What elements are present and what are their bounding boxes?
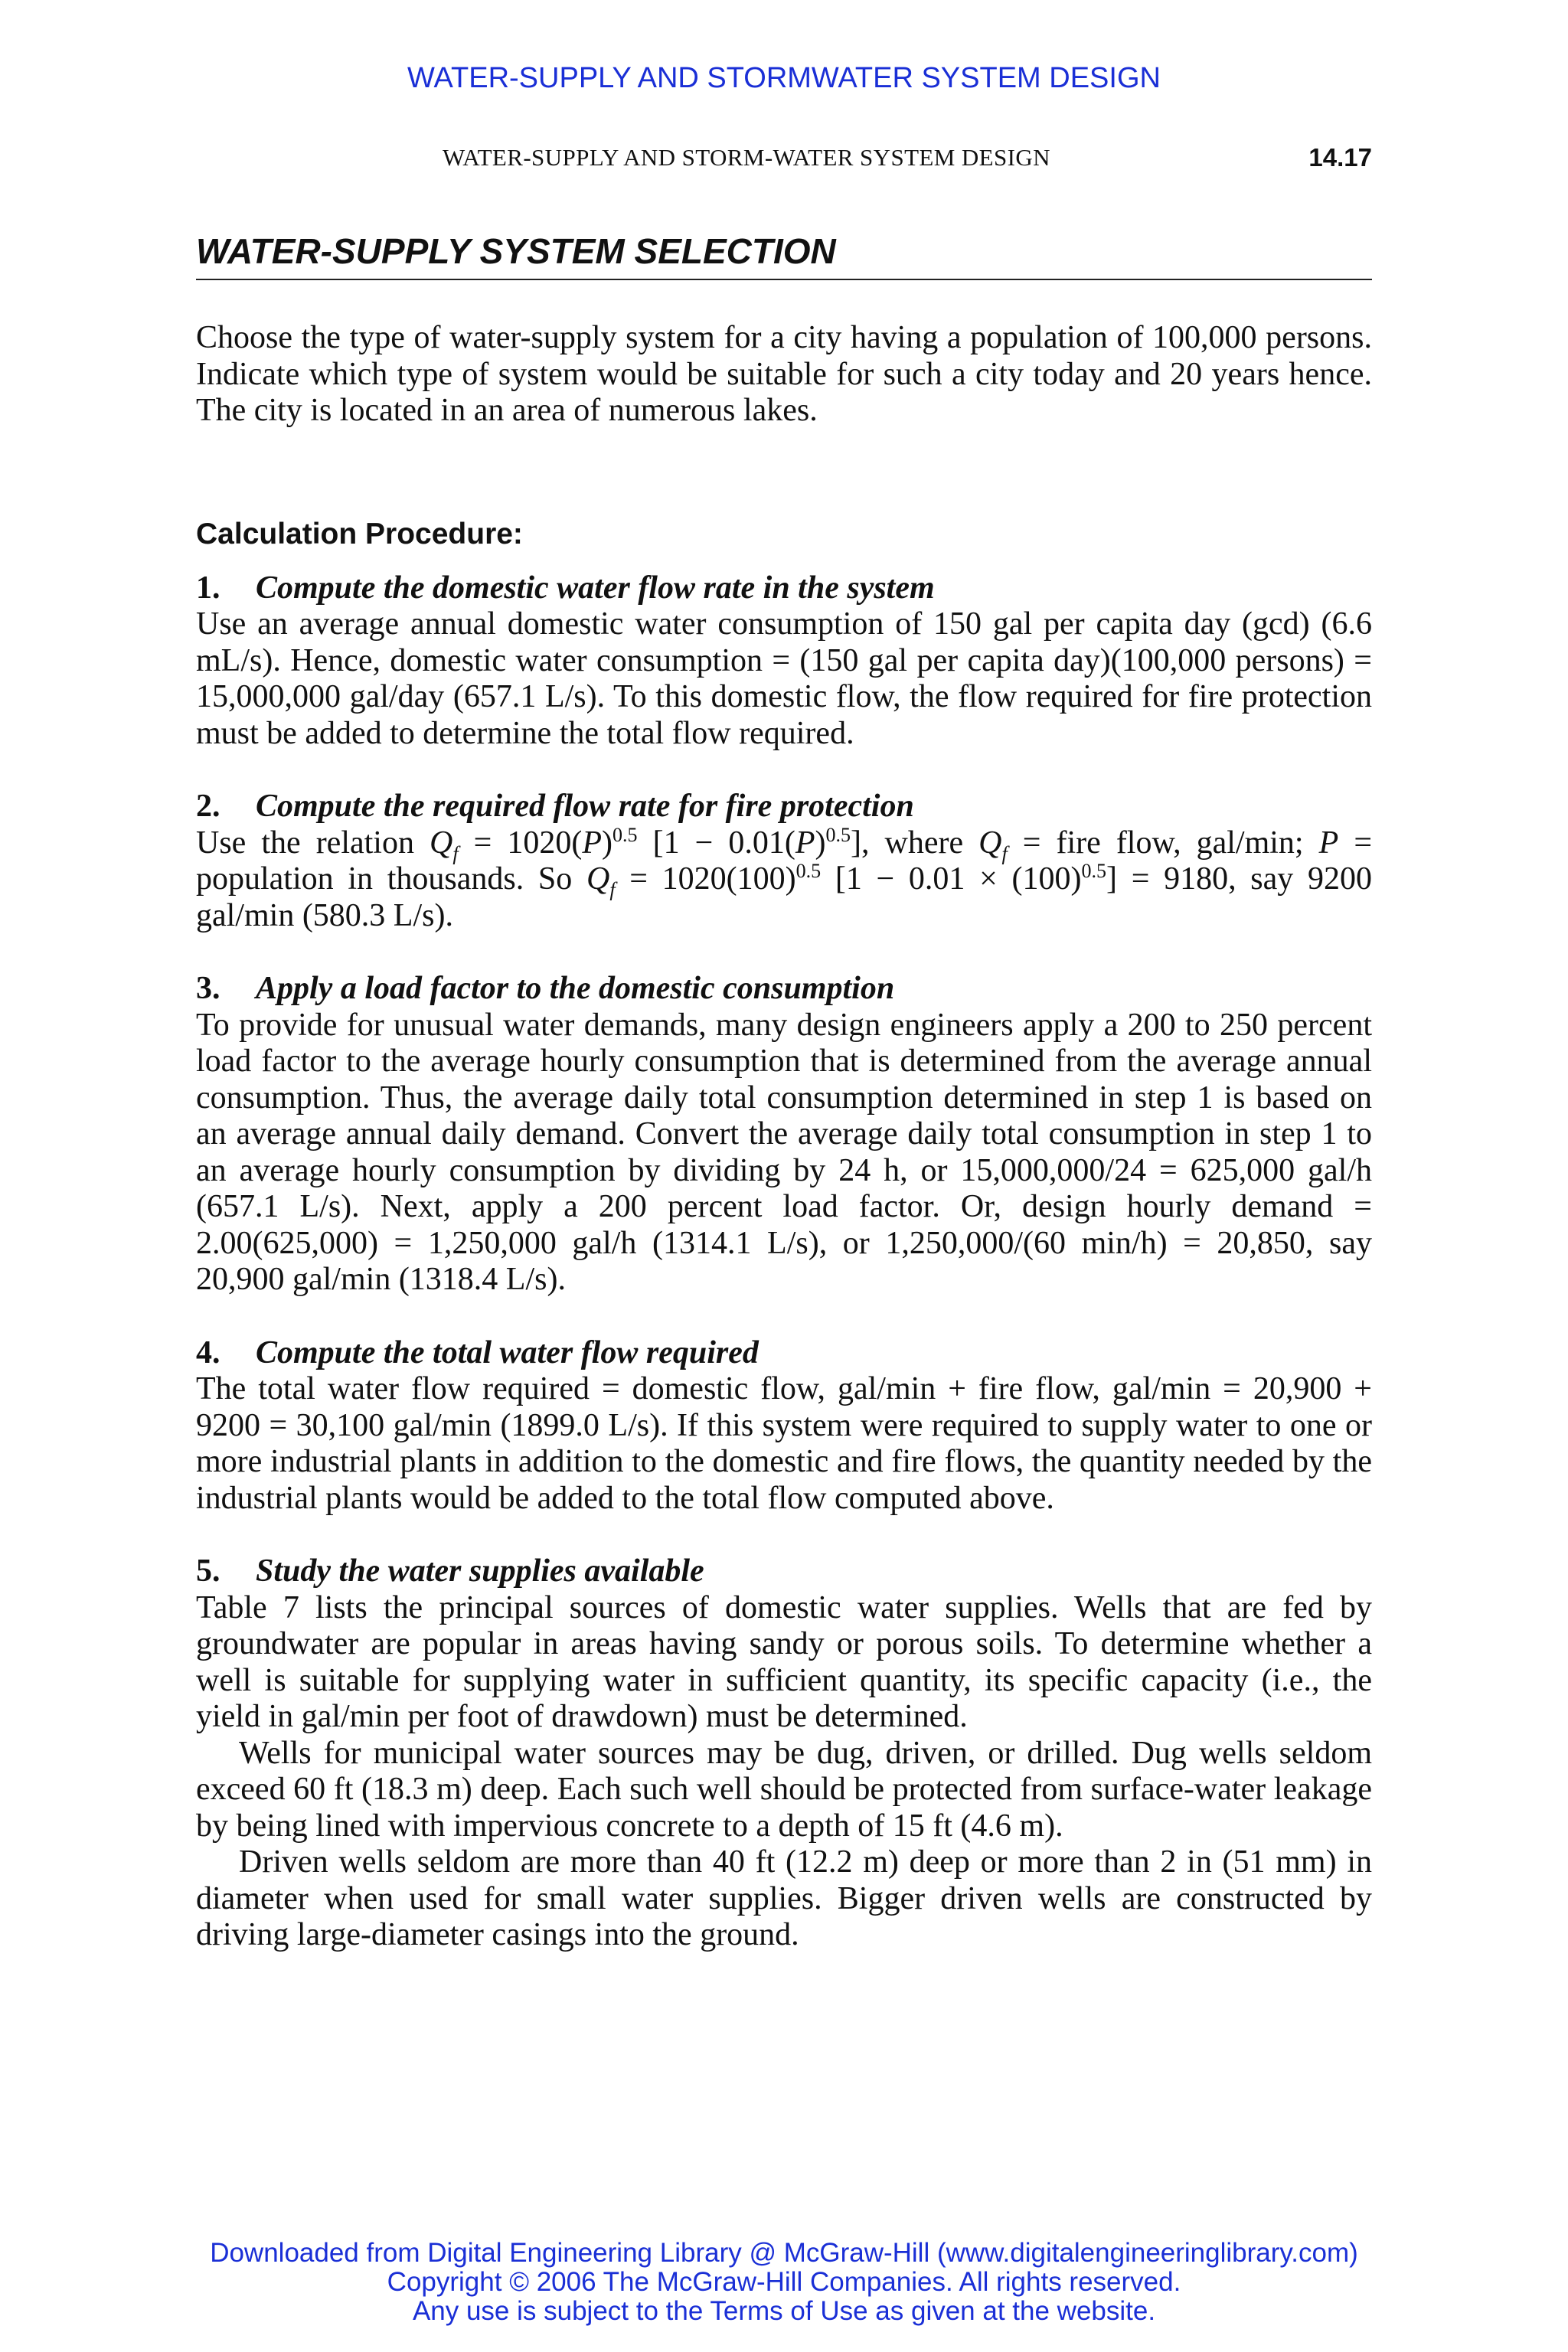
step-number: 5. — [196, 1553, 220, 1589]
step-heading — [196, 789, 1372, 825]
copyright-footer — [0, 2239, 1568, 2326]
procedure-title: Calculation Procedure: — [196, 517, 523, 550]
library-header: WATER-SUPPLY AND STORMWATER SYSTEM DESIGN — [407, 62, 1161, 94]
step-title: Apply a load factor to the domestic consumption — [256, 971, 895, 1006]
step-paragraph: Use an average annual domestic water consumption of 150 gal per capita day (gcd) (6.6 mL/s). Hence, domestic water consumption = (150 gal per capita day)(100,000 persons) = 15,000,000 gal/day (657.1 L/s). To this domestic flow, the flow required for fire protection must be added to determine the total flow required. — [196, 606, 1372, 751]
step-number: 1. — [196, 570, 220, 606]
page-number: 14.17 — [1308, 143, 1372, 172]
step-title: Compute the required flow rate for fire protection — [256, 789, 914, 824]
step-paragraph: The total water flow required = domestic flow, gal/min + fire flow, gal/min = 20,900 + 9200 = 30,100 gal/min (1899.0 L/s). If this system were required to supply water to one or more industrial plants in addition to the domestic and fire flows, the quantity needed by the industrial plants would be added to the total flow computed above. — [196, 1371, 1372, 1516]
footer-terms-line: Any use is subject to the Terms of Use as given at the website. — [412, 2296, 1156, 2326]
step-title: Study the water supplies available — [256, 1553, 704, 1589]
step-4 — [196, 1335, 1372, 1517]
footer-copyright-line: Copyright © 2006 The McGraw-Hill Companies. All rights reserved. — [387, 2267, 1181, 2297]
step-5 — [196, 1553, 1372, 1954]
step-number: 2. — [196, 789, 220, 824]
step-1 — [196, 570, 1372, 753]
step-heading — [196, 1553, 1372, 1590]
step-title: Compute the total water flow required — [256, 1334, 759, 1370]
step-paragraph: Table 7 lists the principal sources of domestic water supplies. Wells that are fed by groundwater are popular in areas having sandy or porous soils. To determine whether a well is suitable for supplying water in sufficient quantity, its specific capacity (i.e., the yield in gal/min per foot of drawdown) must be determined. — [196, 1589, 1372, 1734]
intro-paragraph: Choose the type of water-supply system for a city having a population of 100,000 persons. Indicate which type of system would be suitable for such a city today and 20 years hence. The city is located in an area of numerous lakes. — [196, 320, 1372, 428]
running-title: WATER-SUPPLY AND STORM-WATER SYSTEM DESIGN — [443, 144, 1050, 171]
step-paragraph: To provide for unusual water demands, many design engineers apply a 200 to 250 percent load factor to the average hourly consumption that is determined from the average annual consumption. Thus, the average daily total consumption determined in step 1 is based on an average annual daily demand. Convert the average daily total consumption in step 1 to an average hourly consumption by dividing by 24 h, or 15,000,000/24 = 625,000 gal/h (657.1 L/s). Next, apply a 200 percent load factor. Or, design hourly demand = 2.00(625,000) = 1,250,000 gal/h (1314.1 L/s), or 1,250,000/(60 min/h) = 20,850, say 20,900 gal/min (1318.4 L/s). — [196, 1007, 1372, 1297]
step-heading — [196, 1335, 1372, 1372]
step-3 — [196, 971, 1372, 1298]
footer-download-line: Downloaded from Digital Engineering Library @ McGraw-Hill (www.digitalengineeringlibrary.com) — [210, 2238, 1358, 2268]
step-title: Compute the domestic water flow rate in the system — [256, 570, 935, 606]
body-content — [196, 320, 1372, 1991]
step-paragraph: Wells for municipal water sources may be dug, driven, or drilled. Dug wells seldom exceed 60 ft (18.3 m) deep. Each such well should be protected from surface-water leakage by being lined with impervious concrete to a depth of 15 ft (4.6 m). — [196, 1735, 1372, 1844]
section-title: WATER-SUPPLY SYSTEM SELECTION — [196, 230, 1372, 280]
step-number: 4. — [196, 1334, 220, 1370]
step-heading — [196, 971, 1372, 1008]
step-paragraph: Driven wells seldom are more than 40 ft (12.2 m) deep or more than 2 in (51 mm) in diameter when used for small water supplies. Bigger driven wells are constructed by driving large-diameter casings into the ground. — [196, 1844, 1372, 1952]
step-number: 3. — [196, 971, 220, 1006]
formula-paragraph: Use the relation $Q_f = 1020(P)^{0.5}$ $[1 - 0.01(P)^{0.5}]$, where $Q_f$ = fire flow, gal/min; P = population in thousands. So $Q_f = 1020(100)^{0.5}$ $[1 - 0.01 \times (100)^{0.5}] = 9180$, say 9200 gal/min (580.3 L/s). — [196, 823, 1373, 933]
step-2 — [196, 789, 1372, 934]
step-heading — [196, 570, 1372, 607]
